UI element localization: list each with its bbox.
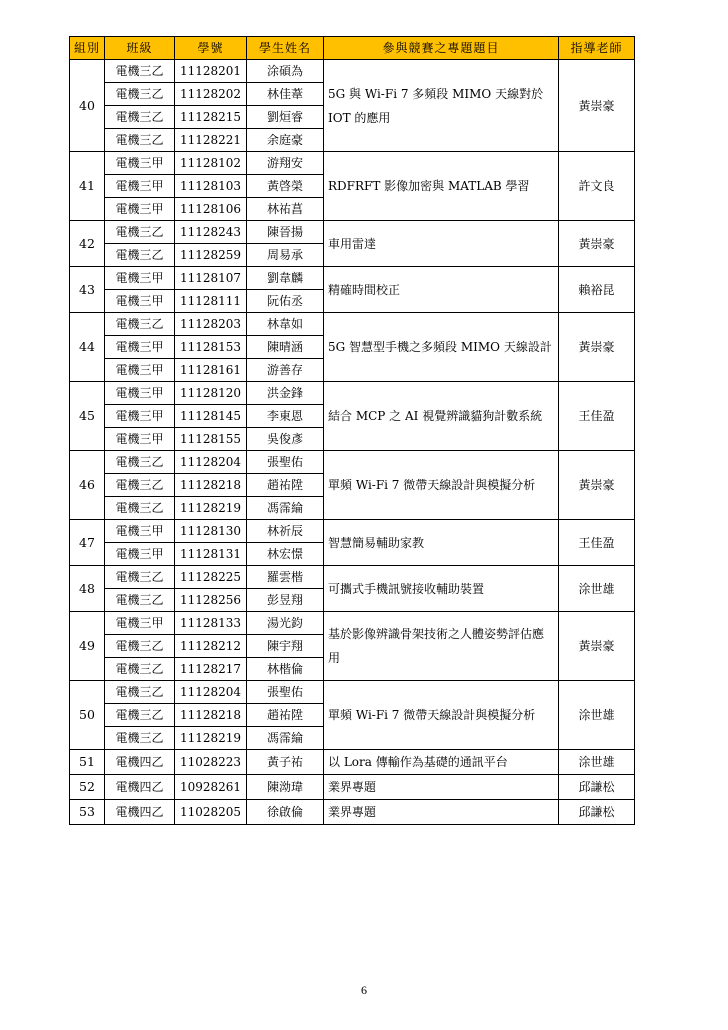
student-name-cell: 黃子祐 [247,750,324,775]
group-number: 41 [70,152,105,221]
student-id-cell: 11128111 [175,290,247,313]
topic-cell: 精確時間校正 [324,267,559,313]
student-id-cell: 11128130 [175,520,247,543]
student-name-cell: 彭昱翔 [247,589,324,612]
topic-cell: 基於影像辨識骨架技術之人體姿勢評估應用 [324,612,559,681]
class-cell: 電機三乙 [105,474,175,497]
class-cell: 電機三乙 [105,244,175,267]
class-cell: 電機三甲 [105,359,175,382]
table-row [70,267,635,290]
class-cell: 電機三甲 [105,175,175,198]
table-row [70,451,635,474]
advisor-cell: 邱謙松 [559,775,635,800]
topic-cell: 業界專題 [324,800,559,825]
student-id-cell: 11128219 [175,497,247,520]
topic-cell: 可攜式手機訊號接收輔助裝置 [324,566,559,612]
student-id-cell: 11128120 [175,382,247,405]
student-name-cell: 張聖佑 [247,451,324,474]
student-name-cell: 吳俊彥 [247,428,324,451]
class-cell: 電機三乙 [105,589,175,612]
table-row [70,775,635,800]
group-number: 49 [70,612,105,681]
group-number: 46 [70,451,105,520]
advisor-cell: 黃崇豪 [559,451,635,520]
group-number: 51 [70,750,105,775]
group-number: 50 [70,681,105,750]
student-id-cell: 11128202 [175,83,247,106]
class-cell: 電機三乙 [105,497,175,520]
student-id-cell: 11128256 [175,589,247,612]
student-id-cell: 11128212 [175,635,247,658]
class-cell: 電機三甲 [105,336,175,359]
page-number: 6 [361,983,367,997]
advisor-cell: 黃崇豪 [559,313,635,382]
student-id-cell: 11028205 [175,800,247,825]
student-name-cell: 林祐菖 [247,198,324,221]
class-cell: 電機三乙 [105,83,175,106]
class-cell: 電機三甲 [105,267,175,290]
student-name-cell: 陳泑瑋 [247,775,324,800]
header-student-name: 學生姓名 [247,37,324,60]
class-cell: 電機三甲 [105,290,175,313]
class-cell: 電機三乙 [105,658,175,681]
student-id-cell: 11128215 [175,106,247,129]
table-row [70,313,635,336]
student-id-cell: 11128219 [175,727,247,750]
student-name-cell: 黃啓榮 [247,175,324,198]
header-student-id: 學號 [175,37,247,60]
student-id-cell: 11128225 [175,566,247,589]
project-table [69,36,635,825]
group-number: 45 [70,382,105,451]
class-cell: 電機三乙 [105,60,175,83]
student-name-cell: 馮霈綸 [247,727,324,750]
class-cell: 電機三乙 [105,451,175,474]
student-name-cell: 林宏憬 [247,543,324,566]
advisor-cell: 黃崇豪 [559,612,635,681]
student-name-cell: 涂碩為 [247,60,324,83]
topic-cell: 車用雷達 [324,221,559,267]
class-cell: 電機三乙 [105,313,175,336]
class-cell: 電機三乙 [105,221,175,244]
student-name-cell: 洪金鋒 [247,382,324,405]
student-name-cell: 游善存 [247,359,324,382]
student-name-cell: 馮霈綸 [247,497,324,520]
advisor-cell: 涂世雄 [559,750,635,775]
student-id-cell: 11128145 [175,405,247,428]
class-cell: 電機三乙 [105,129,175,152]
class-cell: 電機三甲 [105,382,175,405]
student-name-cell: 林佳葦 [247,83,324,106]
table-row [70,221,635,244]
table-row [70,382,635,405]
class-cell: 電機三乙 [105,106,175,129]
advisor-cell: 許文良 [559,152,635,221]
student-id-cell: 11128161 [175,359,247,382]
student-name-cell: 林祈辰 [247,520,324,543]
class-cell: 電機三乙 [105,727,175,750]
topic-cell: 單頻 Wi-Fi 7 微帶天線設計與模擬分析 [324,681,559,750]
student-name-cell: 趙祐陞 [247,704,324,727]
class-cell: 電機四乙 [105,775,175,800]
group-number: 52 [70,775,105,800]
table-row [70,681,635,704]
advisor-cell: 涂世雄 [559,681,635,750]
table-row [70,750,635,775]
group-number: 44 [70,313,105,382]
student-id-cell: 11128221 [175,129,247,152]
topic-cell: 業界專題 [324,775,559,800]
table-row [70,60,635,83]
class-cell: 電機三甲 [105,520,175,543]
advisor-cell: 邱謙松 [559,800,635,825]
student-name-cell: 羅雲楷 [247,566,324,589]
topic-cell: 5G 智慧型手機之多頻段 MIMO 天線設計 [324,313,559,382]
table-body [70,60,635,825]
student-id-cell: 11128204 [175,451,247,474]
advisor-cell: 黃崇豪 [559,221,635,267]
advisor-cell: 賴裕昆 [559,267,635,313]
student-id-cell: 11128259 [175,244,247,267]
student-id-cell: 11128201 [175,60,247,83]
student-name-cell: 劉烜睿 [247,106,324,129]
class-cell: 電機三乙 [105,566,175,589]
student-name-cell: 徐啟倫 [247,800,324,825]
student-id-cell: 11128133 [175,612,247,635]
group-number: 40 [70,60,105,152]
group-number: 47 [70,520,105,566]
table-row [70,612,635,635]
table-row [70,520,635,543]
advisor-cell: 王佳盈 [559,520,635,566]
table-row [70,152,635,175]
student-id-cell: 11128218 [175,704,247,727]
student-name-cell: 阮佑丞 [247,290,324,313]
header-row [70,37,635,60]
group-number: 42 [70,221,105,267]
header-topic: 參與競賽之專題題目 [324,37,559,60]
class-cell: 電機四乙 [105,750,175,775]
student-name-cell: 林楷倫 [247,658,324,681]
advisor-cell: 涂世雄 [559,566,635,612]
student-id-cell: 11028223 [175,750,247,775]
class-cell: 電機三乙 [105,704,175,727]
topic-cell: 智慧簡易輔助家教 [324,520,559,566]
student-name-cell: 李東恩 [247,405,324,428]
class-cell: 電機三甲 [105,152,175,175]
table-header [70,37,635,60]
student-name-cell: 趙祐陞 [247,474,324,497]
student-id-cell: 11128153 [175,336,247,359]
student-name-cell: 張聖佑 [247,681,324,704]
student-name-cell: 陳宇翔 [247,635,324,658]
student-id-cell: 11128204 [175,681,247,704]
header-advisor: 指導老師 [559,37,635,60]
class-cell: 電機三甲 [105,405,175,428]
topic-cell: RDFRFT 影像加密與 MATLAB 學習 [324,152,559,221]
table-row [70,800,635,825]
class-cell: 電機三甲 [105,612,175,635]
class-cell: 電機三乙 [105,681,175,704]
student-name-cell: 林韋如 [247,313,324,336]
class-cell: 電機三甲 [105,543,175,566]
class-cell: 電機三甲 [105,198,175,221]
student-name-cell: 陳晴涵 [247,336,324,359]
class-cell: 電機三甲 [105,428,175,451]
student-id-cell: 11128131 [175,543,247,566]
topic-cell: 單頻 Wi-Fi 7 微帶天線設計與模擬分析 [324,451,559,520]
table-row [70,566,635,589]
student-id-cell: 11128218 [175,474,247,497]
class-cell: 電機四乙 [105,800,175,825]
advisor-cell: 王佳盈 [559,382,635,451]
topic-cell: 以 Lora 傳輸作為基礎的通訊平台 [324,750,559,775]
student-id-cell: 11128102 [175,152,247,175]
header-class: 班級 [105,37,175,60]
student-id-cell: 11128103 [175,175,247,198]
group-number: 48 [70,566,105,612]
student-name-cell: 劉韋麟 [247,267,324,290]
student-id-cell: 11128243 [175,221,247,244]
student-name-cell: 陳晉揚 [247,221,324,244]
student-id-cell: 11128203 [175,313,247,336]
student-id-cell: 11128107 [175,267,247,290]
student-id-cell: 11128106 [175,198,247,221]
header-group: 組別 [70,37,105,60]
student-name-cell: 周易承 [247,244,324,267]
topic-cell: 5G 與 Wi-Fi 7 多頻段 MIMO 天線對於 IOT 的應用 [324,60,559,152]
student-name-cell: 湯光鈞 [247,612,324,635]
student-name-cell: 余庭豪 [247,129,324,152]
topic-cell: 結合 MCP 之 AI 視覺辨識貓狗計數系統 [324,382,559,451]
class-cell: 電機三乙 [105,635,175,658]
group-number: 53 [70,800,105,825]
advisor-cell: 黃崇豪 [559,60,635,152]
group-number: 43 [70,267,105,313]
student-name-cell: 游翔安 [247,152,324,175]
student-id-cell: 11128155 [175,428,247,451]
student-id-cell: 11128217 [175,658,247,681]
student-id-cell: 10928261 [175,775,247,800]
